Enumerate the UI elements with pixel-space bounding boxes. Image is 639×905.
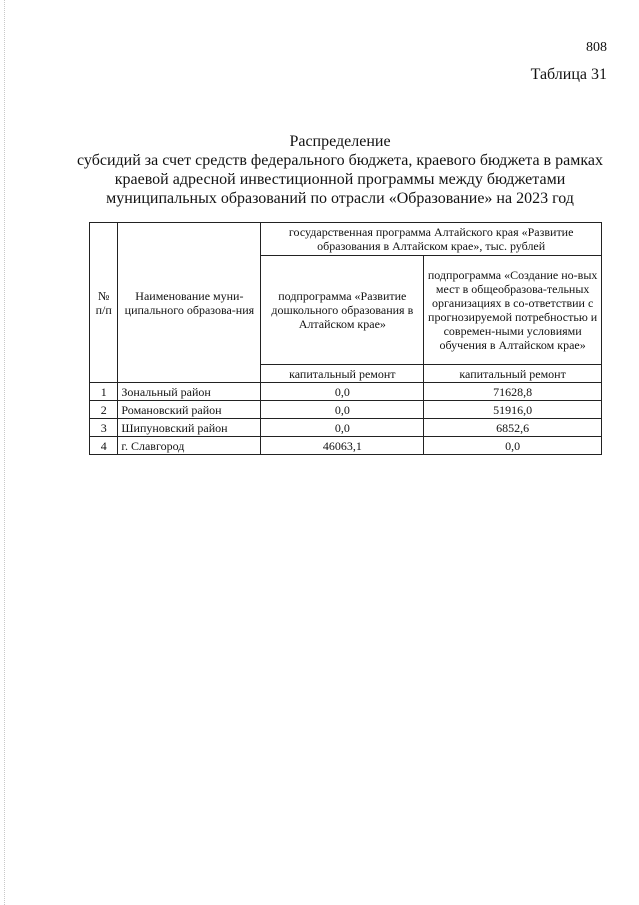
row-value-b: 51916,0 (424, 401, 602, 419)
row-num: 1 (90, 383, 118, 401)
header-num: № п/п (90, 223, 118, 383)
row-value-a: 0,0 (261, 419, 424, 437)
row-name: Зональный район (118, 383, 261, 401)
table-row (90, 383, 602, 401)
heading-line-3: краевой адресной инвестиционной программы между бюджетами (114, 171, 566, 188)
heading-line-2: субсидий за счет средств федерального бюджета, краевого бюджета в рамках (77, 152, 603, 169)
page-number: 808 (586, 40, 607, 55)
row-num: 3 (90, 419, 118, 437)
scan-edge (4, 0, 5, 905)
header-name: Наименование муни-ципального образова-ния (118, 223, 261, 383)
header-type-b: капитальный ремонт (424, 365, 602, 383)
table-label: Таблица 31 (530, 66, 607, 83)
table-row (90, 437, 602, 455)
table-row (90, 401, 602, 419)
row-value-a: 46063,1 (261, 437, 424, 455)
row-value-b: 6852,6 (424, 419, 602, 437)
row-num: 4 (90, 437, 118, 455)
header-subprogram-new-places: подпрограмма «Создание но-вых мест в общеобразова-тельных организациях в со-ответствии с прогнозируемой потребностью и современ-ными условиями обучения в Алтайском крае» (424, 256, 602, 365)
row-value-a: 0,0 (261, 383, 424, 401)
distribution-table (89, 222, 602, 455)
header-subprogram-preschool: подпрограмма «Развитие дошкольного образования в Алтайском крае» (261, 256, 424, 365)
row-name: Романовский район (118, 401, 261, 419)
heading-line-4: муниципальных образований по отрасли «Образование» на 2023 год (106, 190, 574, 207)
heading-line-1: Распределение (289, 133, 391, 150)
header-type-a: капитальный ремонт (261, 365, 424, 383)
row-num: 2 (90, 401, 118, 419)
row-value-a: 0,0 (261, 401, 424, 419)
row-value-b: 0,0 (424, 437, 602, 455)
document-heading (60, 132, 620, 208)
table-row (90, 419, 602, 437)
row-value-b: 71628,8 (424, 383, 602, 401)
header-state-program: государственная программа Алтайского края «Развитие образования в Алтайском крае», тыс. рублей (261, 223, 602, 256)
row-name: Шипуновский район (118, 419, 261, 437)
row-name: г. Славгород (118, 437, 261, 455)
